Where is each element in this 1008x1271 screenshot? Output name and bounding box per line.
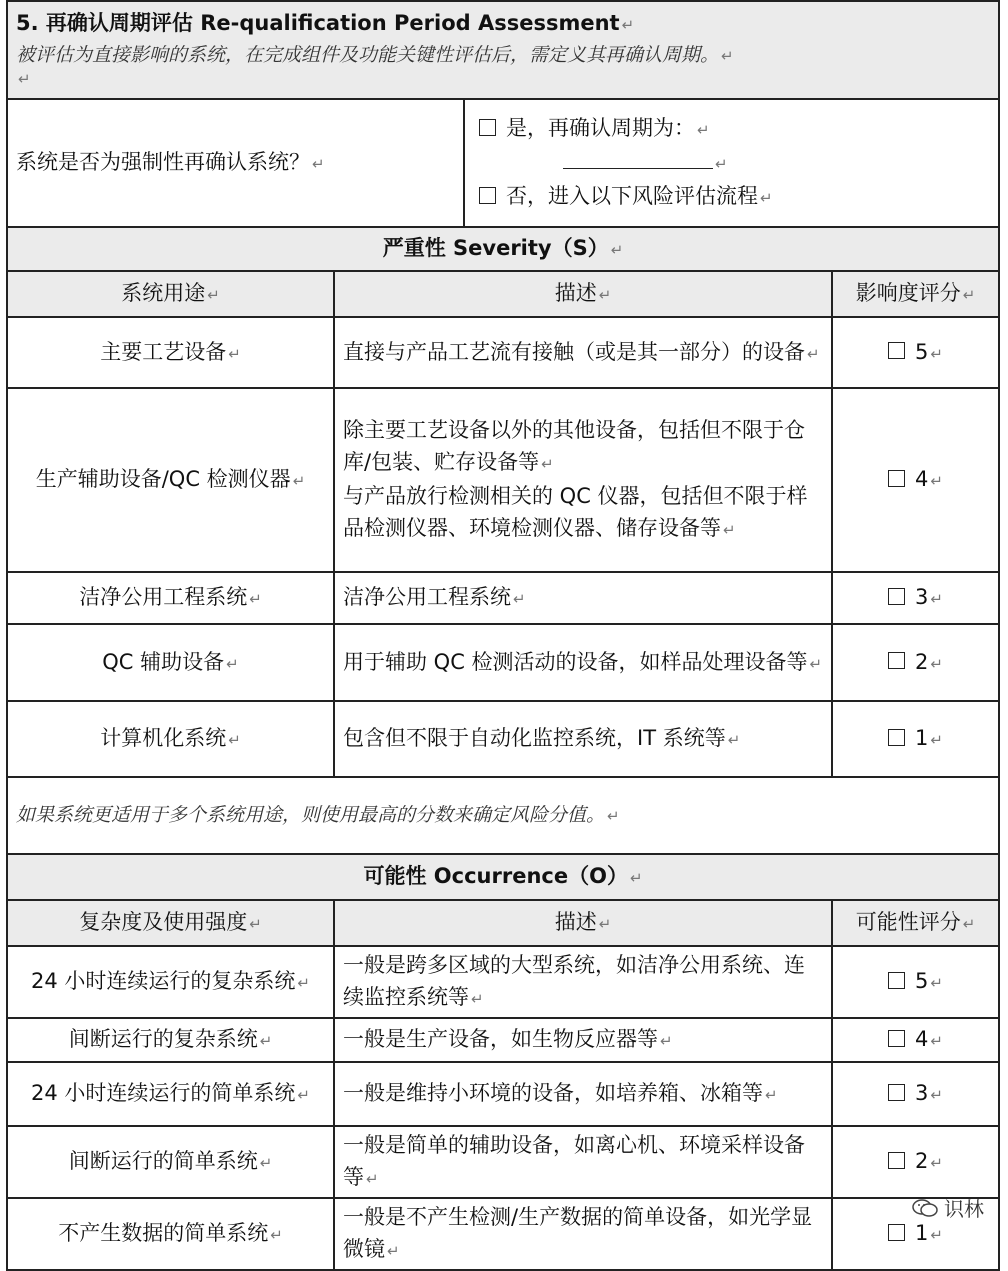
occurrence-score[interactable]: 5 ↵ <box>832 946 999 1018</box>
occurrence-score[interactable]: 2 ↵ <box>832 1126 999 1198</box>
occurrence-row <box>7 1018 999 1062</box>
score-checkbox[interactable] <box>888 470 905 487</box>
score-checkbox[interactable] <box>888 1224 905 1241</box>
score-checkbox[interactable] <box>888 342 905 359</box>
no-checkbox[interactable] <box>479 187 496 204</box>
occurrence-score[interactable]: 1 ↵ <box>832 1198 999 1270</box>
score-checkbox[interactable] <box>888 1030 905 1047</box>
severity-note-row <box>7 777 999 854</box>
assessment-table <box>6 0 1000 1271</box>
mandatory-question-cell: 系统是否为强制性再确认系统？ ↵ <box>7 99 464 227</box>
wechat-icon <box>912 1198 938 1218</box>
severity-score[interactable]: 5 ↵ <box>832 317 999 388</box>
severity-score[interactable]: 2 ↵ <box>832 624 999 701</box>
occurrence-header-score: 可能性评分 ↵ <box>832 900 999 946</box>
severity-desc: 洁净公用工程系统 ↵ <box>334 572 832 624</box>
occurrence-desc: 一般是跨多区域的大型系统，如洁净公用系统、连续监控系统等 ↵ <box>334 946 832 1018</box>
occurrence-use: 间断运行的简单系统 ↵ <box>7 1126 334 1198</box>
occurrence-use: 24 小时连续运行的简单系统 ↵ <box>7 1062 334 1126</box>
occurrence-use: 间断运行的复杂系统 ↵ <box>7 1018 334 1062</box>
option-no-label: 否，进入以下风险评估流程 <box>506 184 758 208</box>
severity-use: 计算机化系统 ↵ <box>7 701 334 777</box>
occurrence-score[interactable]: 3 ↵ <box>832 1062 999 1126</box>
occurrence-desc: 一般是不产生检测/生产数据的简单设备，如光学显微镜 ↵ <box>334 1198 832 1270</box>
occurrence-header-desc: 描述 ↵ <box>334 900 832 946</box>
watermark <box>912 1193 984 1222</box>
section-header: 5. 再确认周期评估 Re-qualification Period Assessment ↵ 被评估为直接影响的系统，在完成组件及功能关键性评估后，需定义其再确认周期。 ↵ ↵ <box>7 1 999 99</box>
occurrence-title-cell: 可能性 Occurrence（O） ↵ <box>7 854 999 900</box>
severity-header-use: 系统用途 ↵ <box>7 271 334 317</box>
severity-row <box>7 317 999 388</box>
severity-score[interactable]: 4 ↵ <box>832 388 999 572</box>
severity-use: 生产辅助设备/QC 检测仪器 ↵ <box>7 388 334 572</box>
severity-header-desc: 描述 ↵ <box>334 271 832 317</box>
severity-score[interactable]: 1 ↵ <box>832 701 999 777</box>
score-checkbox[interactable] <box>888 1152 905 1169</box>
severity-use: QC 辅助设备 ↵ <box>7 624 334 701</box>
yes-checkbox[interactable] <box>479 119 496 136</box>
severity-use: 主要工艺设备 ↵ <box>7 317 334 388</box>
severity-desc: 用于辅助 QC 检测活动的设备，如样品处理设备等 ↵ <box>334 624 832 701</box>
score-checkbox[interactable] <box>888 588 905 605</box>
score-checkbox[interactable] <box>888 652 905 669</box>
period-input-line[interactable] <box>563 146 713 169</box>
severity-use: 洁净公用工程系统 ↵ <box>7 572 334 624</box>
occurrence-row <box>7 1062 999 1126</box>
occurrence-desc: 一般是维持小环境的设备，如培养箱、冰箱等 ↵ <box>334 1062 832 1126</box>
score-checkbox[interactable] <box>888 1084 905 1101</box>
occurrence-header-row <box>7 900 999 946</box>
occurrence-header-use: 复杂度及使用强度 ↵ <box>7 900 334 946</box>
severity-header-score: 影响度评分 ↵ <box>832 271 999 317</box>
watermark-text: 识林 <box>944 1197 984 1221</box>
mandatory-options-cell: 是，再确认周期为： ↵ ↵ 否，进入以下风险评估流程 ↵ <box>464 99 999 227</box>
section-header-row <box>7 1 999 99</box>
severity-row <box>7 572 999 624</box>
occurrence-row <box>7 946 999 1018</box>
option-yes-label: 是，再确认周期为： <box>506 116 695 140</box>
severity-desc: 包含但不限于自动化监控系统，IT 系统等 ↵ <box>334 701 832 777</box>
occurrence-use: 不产生数据的简单系统 ↵ <box>7 1198 334 1270</box>
severity-desc: 直接与产品工艺流有接触（或是其一部分）的设备 ↵ <box>334 317 832 388</box>
section-title: 5. 再确认周期评估 Re-qualification Period Assessment <box>16 11 620 35</box>
mandatory-row <box>7 99 999 227</box>
severity-header-row <box>7 271 999 317</box>
severity-title: 严重性 Severity（S） <box>382 236 609 260</box>
severity-row <box>7 624 999 701</box>
severity-title-cell: 严重性 Severity（S） ↵ <box>7 227 999 271</box>
occurrence-title-row <box>7 854 999 900</box>
severity-score[interactable]: 3 ↵ <box>832 572 999 624</box>
occurrence-score[interactable]: 4 ↵ <box>832 1018 999 1062</box>
occurrence-title: 可能性 Occurrence（O） <box>363 864 628 888</box>
occurrence-desc: 一般是简单的辅助设备，如离心机、环境采样设备等 ↵ <box>334 1126 832 1198</box>
occurrence-row <box>7 1126 999 1198</box>
score-checkbox[interactable] <box>888 729 905 746</box>
mandatory-question: 系统是否为强制性再确认系统？ <box>16 150 310 174</box>
section-description: 被评估为直接影响的系统，在完成组件及功能关键性评估后，需定义其再确认周期。 <box>16 44 720 66</box>
occurrence-use: 24 小时连续运行的复杂系统 ↵ <box>7 946 334 1018</box>
score-checkbox[interactable] <box>888 972 905 989</box>
severity-row <box>7 388 999 572</box>
assessment-form <box>6 0 998 1261</box>
occurrence-desc: 一般是生产设备，如生物反应器等 ↵ <box>334 1018 832 1062</box>
severity-desc: 除主要工艺设备以外的其他设备，包括但不限于仓库/包装、贮存设备等 ↵ 与产品放行检测相关的 QC 仪器，包括但不限于样品检测仪器、环境检测仪器、储存设备等 ↵ <box>334 388 832 572</box>
severity-title-row <box>7 227 999 271</box>
severity-row <box>7 701 999 777</box>
severity-note: 如果系统更适用于多个系统用途，则使用最高的分数来确定风险分值。 ↵ <box>7 777 999 854</box>
occurrence-row <box>7 1198 999 1270</box>
